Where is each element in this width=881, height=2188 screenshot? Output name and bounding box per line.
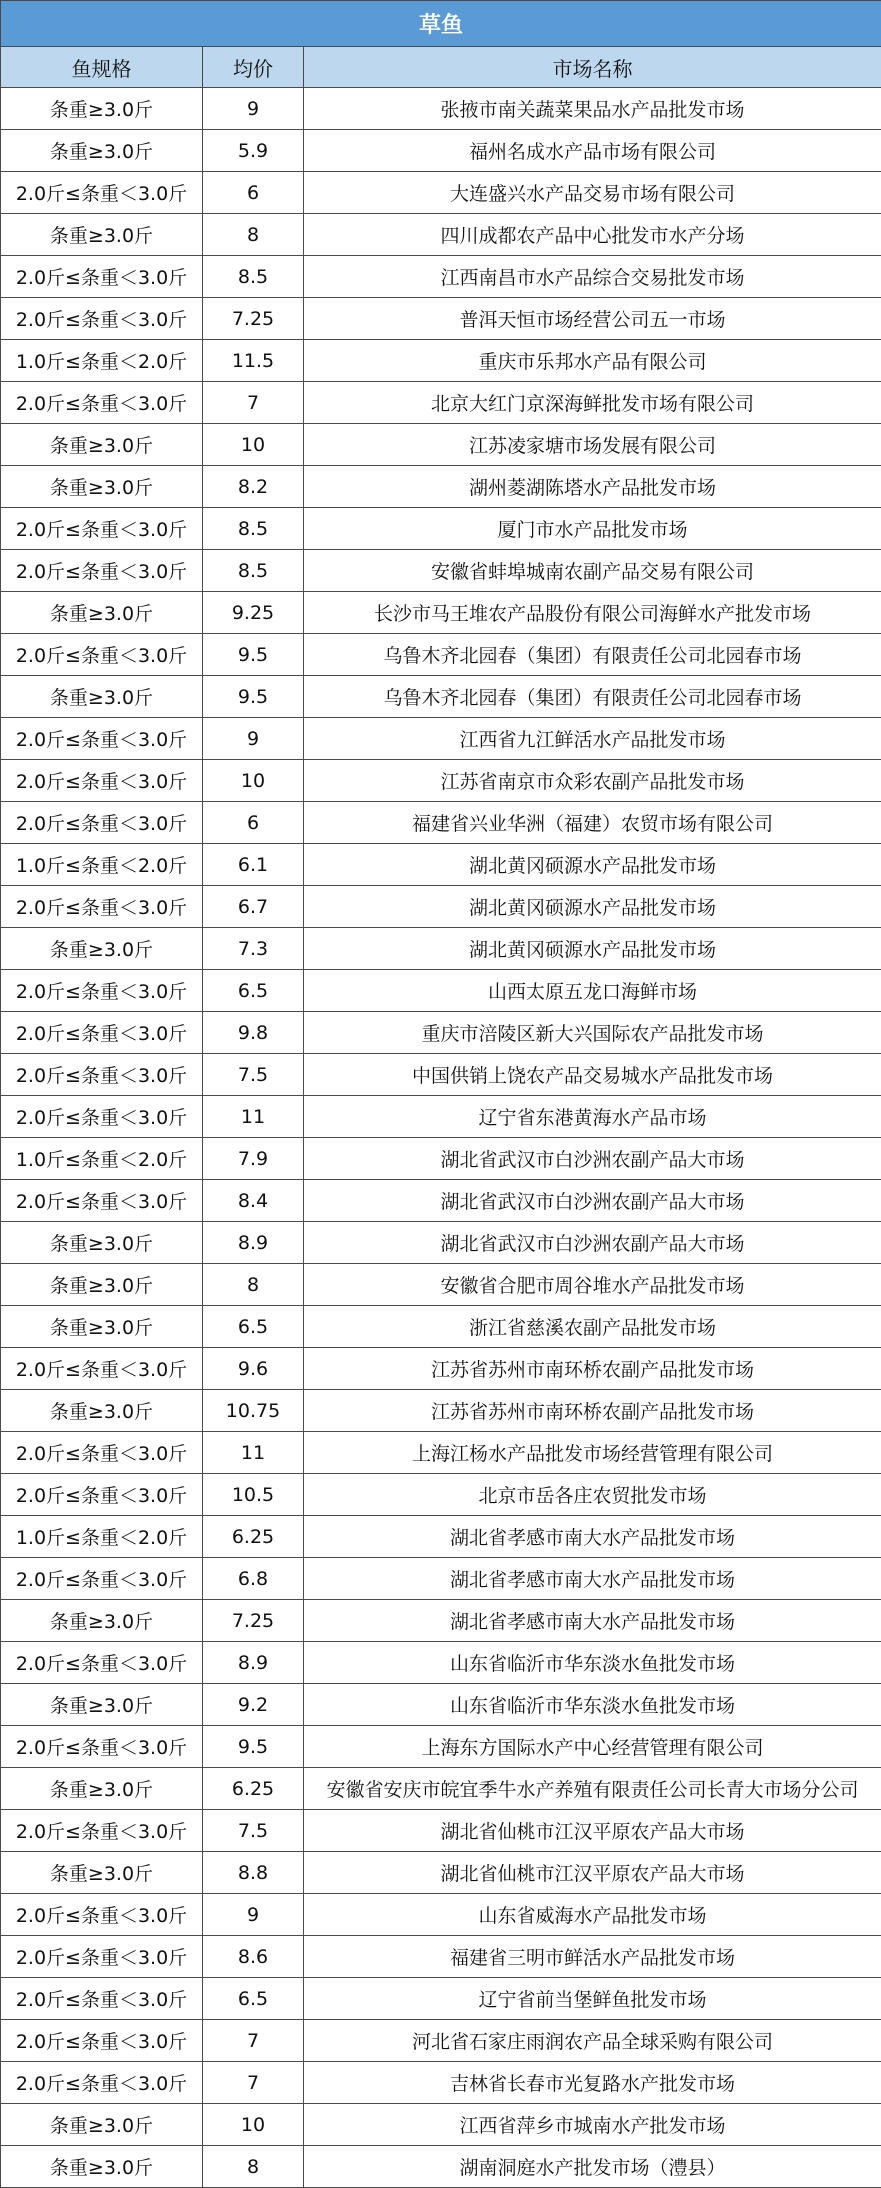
cell-fish-spec: 2.0斤≤条重＜3.0斤 [1,550,203,592]
cell-fish-spec: 2.0斤≤条重＜3.0斤 [1,886,203,928]
cell-market-name: 江西省萍乡市城南水产批发市场 [304,2104,881,2146]
cell-fish-spec: 2.0斤≤条重＜3.0斤 [1,1642,203,1684]
cell-market-name: 吉林省长春市光复路水产批发市场 [304,2062,881,2104]
cell-avg-price: 7.5 [203,1810,304,1852]
table-title-row [1,1,881,47]
cell-fish-spec: 条重≥3.0斤 [1,1390,203,1432]
cell-market-name: 河北省石家庄雨润农产品全球采购有限公司 [304,2020,881,2062]
cell-market-name: 辽宁省前当堡鲜鱼批发市场 [304,1978,881,2020]
table-row [1,1600,881,1642]
cell-fish-spec: 条重≥3.0斤 [1,1684,203,1726]
cell-fish-spec: 2.0斤≤条重＜3.0斤 [1,1096,203,1138]
cell-market-name: 山东省临沂市华东淡水鱼批发市场 [304,1642,881,1684]
cell-avg-price: 5.9 [203,130,304,172]
cell-avg-price: 8.2 [203,466,304,508]
cell-fish-spec: 2.0斤≤条重＜3.0斤 [1,802,203,844]
cell-fish-spec: 2.0斤≤条重＜3.0斤 [1,1348,203,1390]
table-row [1,508,881,550]
cell-fish-spec: 2.0斤≤条重＜3.0斤 [1,2062,203,2104]
table-row [1,1642,881,1684]
cell-avg-price: 9.25 [203,592,304,634]
cell-avg-price: 6.8 [203,1558,304,1600]
cell-market-name: 湖州菱湖陈塔水产品批发市场 [304,466,881,508]
header-market-name: 市场名称 [304,47,881,88]
table-row [1,1936,881,1978]
cell-market-name: 中国供销上饶农产品交易城水产品批发市场 [304,1054,881,1096]
cell-market-name: 江苏省南京市众彩农副产品批发市场 [304,760,881,802]
table-row [1,1306,881,1348]
cell-avg-price: 8.9 [203,1642,304,1684]
cell-fish-spec: 条重≥3.0斤 [1,466,203,508]
table-row [1,2104,881,2146]
table-row [1,340,881,382]
cell-avg-price: 6.25 [203,1516,304,1558]
table-row [1,1222,881,1264]
table-row [1,634,881,676]
cell-fish-spec: 条重≥3.0斤 [1,424,203,466]
cell-avg-price: 10.75 [203,1390,304,1432]
cell-avg-price: 9.5 [203,634,304,676]
cell-market-name: 张掖市南关蔬菜果品水产品批发市场 [304,88,881,130]
table-row [1,1264,881,1306]
cell-avg-price: 6.25 [203,1768,304,1810]
table-row [1,718,881,760]
cell-fish-spec: 条重≥3.0斤 [1,2104,203,2146]
cell-fish-spec: 条重≥3.0斤 [1,676,203,718]
table-row [1,1978,881,2020]
cell-fish-spec: 条重≥3.0斤 [1,2146,203,2188]
table-row [1,1348,881,1390]
cell-avg-price: 6.5 [203,1978,304,2020]
cell-market-name: 厦门市水产品批发市场 [304,508,881,550]
cell-avg-price: 8 [203,1264,304,1306]
cell-market-name: 长沙市马王堆农产品股份有限公司海鲜水产批发市场 [304,592,881,634]
table-row [1,970,881,1012]
cell-fish-spec: 2.0斤≤条重＜3.0斤 [1,382,203,424]
table-row [1,1096,881,1138]
cell-avg-price: 6.5 [203,970,304,1012]
cell-fish-spec: 2.0斤≤条重＜3.0斤 [1,2020,203,2062]
table-row [1,88,881,130]
cell-avg-price: 6 [203,802,304,844]
cell-fish-spec: 1.0斤≤条重＜2.0斤 [1,844,203,886]
table-row [1,550,881,592]
table-row [1,1390,881,1432]
cell-avg-price: 10 [203,760,304,802]
cell-market-name: 湖北省孝感市南大水产品批发市场 [304,1558,881,1600]
table-row [1,1894,881,1936]
table-row [1,802,881,844]
cell-avg-price: 9.6 [203,1348,304,1390]
cell-avg-price: 8.8 [203,1852,304,1894]
cell-market-name: 湖北省武汉市白沙洲农副产品大市场 [304,1180,881,1222]
cell-avg-price: 11.5 [203,340,304,382]
table-row [1,886,881,928]
table-row [1,172,881,214]
cell-market-name: 湖北黄冈硕源水产品批发市场 [304,844,881,886]
cell-avg-price: 8.9 [203,1222,304,1264]
cell-market-name: 江苏凌家塘市场发展有限公司 [304,424,881,466]
cell-market-name: 上海东方国际水产中心经营管理有限公司 [304,1726,881,1768]
cell-market-name: 湖北省孝感市南大水产品批发市场 [304,1516,881,1558]
cell-fish-spec: 条重≥3.0斤 [1,1222,203,1264]
cell-fish-spec: 2.0斤≤条重＜3.0斤 [1,1054,203,1096]
cell-fish-spec: 2.0斤≤条重＜3.0斤 [1,172,203,214]
cell-avg-price: 7.25 [203,1600,304,1642]
cell-avg-price: 6.7 [203,886,304,928]
cell-avg-price: 8.5 [203,256,304,298]
cell-avg-price: 9.2 [203,1684,304,1726]
cell-avg-price: 10.5 [203,1474,304,1516]
table-row [1,130,881,172]
cell-market-name: 乌鲁木齐北园春（集团）有限责任公司北园春市场 [304,634,881,676]
table-title: 草鱼 [1,1,881,47]
cell-avg-price: 10 [203,2104,304,2146]
cell-avg-price: 6 [203,172,304,214]
cell-fish-spec: 2.0斤≤条重＜3.0斤 [1,1558,203,1600]
cell-avg-price: 11 [203,1432,304,1474]
cell-avg-price: 7 [203,2062,304,2104]
cell-market-name: 福建省兴业华洲（福建）农贸市场有限公司 [304,802,881,844]
cell-market-name: 上海江杨水产品批发市场经营管理有限公司 [304,1432,881,1474]
cell-fish-spec: 条重≥3.0斤 [1,1852,203,1894]
cell-fish-spec: 2.0斤≤条重＜3.0斤 [1,256,203,298]
table-row [1,2062,881,2104]
table-header-row [1,47,881,88]
cell-avg-price: 8.4 [203,1180,304,1222]
table-row [1,676,881,718]
cell-avg-price: 7.5 [203,1054,304,1096]
cell-fish-spec: 条重≥3.0斤 [1,592,203,634]
table-row [1,1684,881,1726]
table-row [1,2020,881,2062]
cell-avg-price: 6.5 [203,1306,304,1348]
cell-market-name: 湖北省武汉市白沙洲农副产品大市场 [304,1138,881,1180]
cell-market-name: 湖北省武汉市白沙洲农副产品大市场 [304,1222,881,1264]
cell-market-name: 重庆市涪陵区新大兴国际农产品批发市场 [304,1012,881,1054]
cell-fish-spec: 条重≥3.0斤 [1,88,203,130]
cell-market-name: 湖北省孝感市南大水产品批发市场 [304,1600,881,1642]
table-row [1,1516,881,1558]
table-row [1,1768,881,1810]
cell-market-name: 辽宁省东港黄海水产品市场 [304,1096,881,1138]
cell-market-name: 山东省威海水产品批发市场 [304,1894,881,1936]
cell-fish-spec: 2.0斤≤条重＜3.0斤 [1,760,203,802]
cell-market-name: 福建省三明市鲜活水产品批发市场 [304,1936,881,1978]
cell-avg-price: 7 [203,2020,304,2062]
cell-market-name: 湖北省仙桃市江汉平原农产品大市场 [304,1810,881,1852]
cell-market-name: 安徽省合肥市周谷堆水产品批发市场 [304,1264,881,1306]
cell-avg-price: 7.25 [203,298,304,340]
cell-avg-price: 7.3 [203,928,304,970]
cell-avg-price: 9.8 [203,1012,304,1054]
table-row [1,424,881,466]
cell-fish-spec: 条重≥3.0斤 [1,214,203,256]
table-body [1,88,881,2188]
table-row [1,592,881,634]
cell-avg-price: 9 [203,718,304,760]
table-row [1,928,881,970]
cell-fish-spec: 2.0斤≤条重＜3.0斤 [1,508,203,550]
table-row [1,844,881,886]
table-row [1,1558,881,1600]
table-row [1,1852,881,1894]
table-row [1,760,881,802]
cell-market-name: 湖北黄冈硕源水产品批发市场 [304,886,881,928]
cell-avg-price: 8.5 [203,508,304,550]
cell-market-name: 乌鲁木齐北园春（集团）有限责任公司北园春市场 [304,676,881,718]
cell-fish-spec: 2.0斤≤条重＜3.0斤 [1,1012,203,1054]
cell-market-name: 湖北省仙桃市江汉平原农产品大市场 [304,1852,881,1894]
cell-avg-price: 8.5 [203,550,304,592]
cell-fish-spec: 2.0斤≤条重＜3.0斤 [1,1978,203,2020]
cell-fish-spec: 2.0斤≤条重＜3.0斤 [1,970,203,1012]
cell-fish-spec: 条重≥3.0斤 [1,1768,203,1810]
cell-market-name: 四川成都农产品中心批发市水产分场 [304,214,881,256]
cell-avg-price: 6.1 [203,844,304,886]
table-row [1,1432,881,1474]
cell-fish-spec: 条重≥3.0斤 [1,928,203,970]
cell-market-name: 浙江省慈溪农副产品批发市场 [304,1306,881,1348]
table-row [1,1810,881,1852]
cell-avg-price: 9.5 [203,676,304,718]
cell-fish-spec: 2.0斤≤条重＜3.0斤 [1,634,203,676]
cell-fish-spec: 1.0斤≤条重＜2.0斤 [1,1138,203,1180]
cell-avg-price: 9.5 [203,1726,304,1768]
cell-market-name: 江苏省苏州市南环桥农副产品批发市场 [304,1348,881,1390]
cell-market-name: 重庆市乐邦水产品有限公司 [304,340,881,382]
header-fish-spec: 鱼规格 [1,47,203,88]
cell-fish-spec: 2.0斤≤条重＜3.0斤 [1,1180,203,1222]
cell-market-name: 山东省临沂市华东淡水鱼批发市场 [304,1684,881,1726]
cell-fish-spec: 条重≥3.0斤 [1,1600,203,1642]
table-row [1,1180,881,1222]
table-row [1,466,881,508]
cell-market-name: 江西省九江鲜活水产品批发市场 [304,718,881,760]
cell-market-name: 湖南洞庭水产批发市场（澧县） [304,2146,881,2188]
cell-market-name: 福州名成水产品市场有限公司 [304,130,881,172]
cell-avg-price: 7 [203,382,304,424]
cell-avg-price: 8 [203,2146,304,2188]
table-row [1,256,881,298]
cell-market-name: 湖北黄冈硕源水产品批发市场 [304,928,881,970]
cell-market-name: 普洱天恒市场经营公司五一市场 [304,298,881,340]
cell-avg-price: 11 [203,1096,304,1138]
table-row [1,214,881,256]
cell-avg-price: 9 [203,1894,304,1936]
cell-fish-spec: 2.0斤≤条重＜3.0斤 [1,1432,203,1474]
table-row [1,298,881,340]
cell-market-name: 江西南昌市水产品综合交易批发市场 [304,256,881,298]
table-row [1,1138,881,1180]
cell-fish-spec: 2.0斤≤条重＜3.0斤 [1,1810,203,1852]
cell-fish-spec: 条重≥3.0斤 [1,130,203,172]
cell-fish-spec: 条重≥3.0斤 [1,1306,203,1348]
cell-avg-price: 8.6 [203,1936,304,1978]
table-row [1,1474,881,1516]
table-row [1,1726,881,1768]
cell-market-name: 山西太原五龙口海鲜市场 [304,970,881,1012]
table-row [1,382,881,424]
cell-avg-price: 9 [203,88,304,130]
cell-fish-spec: 1.0斤≤条重＜2.0斤 [1,340,203,382]
cell-market-name: 北京大红门京深海鲜批发市场有限公司 [304,382,881,424]
header-avg-price: 均价 [203,47,304,88]
cell-fish-spec: 2.0斤≤条重＜3.0斤 [1,718,203,760]
table-row [1,1012,881,1054]
cell-avg-price: 8 [203,214,304,256]
cell-market-name: 安徽省安庆市皖宜季牛水产养殖有限责任公司长青大市场分公司 [304,1768,881,1810]
cell-fish-spec: 2.0斤≤条重＜3.0斤 [1,1474,203,1516]
table-row [1,2146,881,2188]
cell-fish-spec: 2.0斤≤条重＜3.0斤 [1,298,203,340]
cell-fish-spec: 2.0斤≤条重＜3.0斤 [1,1936,203,1978]
cell-market-name: 大连盛兴水产品交易市场有限公司 [304,172,881,214]
cell-market-name: 安徽省蚌埠城南农副产品交易有限公司 [304,550,881,592]
table-row [1,1054,881,1096]
cell-market-name: 江苏省苏州市南环桥农副产品批发市场 [304,1390,881,1432]
cell-fish-spec: 2.0斤≤条重＜3.0斤 [1,1726,203,1768]
cell-avg-price: 7.9 [203,1138,304,1180]
cell-fish-spec: 1.0斤≤条重＜2.0斤 [1,1516,203,1558]
cell-avg-price: 10 [203,424,304,466]
cell-market-name: 北京市岳各庄农贸批发市场 [304,1474,881,1516]
cell-fish-spec: 条重≥3.0斤 [1,1264,203,1306]
cell-fish-spec: 2.0斤≤条重＜3.0斤 [1,1894,203,1936]
